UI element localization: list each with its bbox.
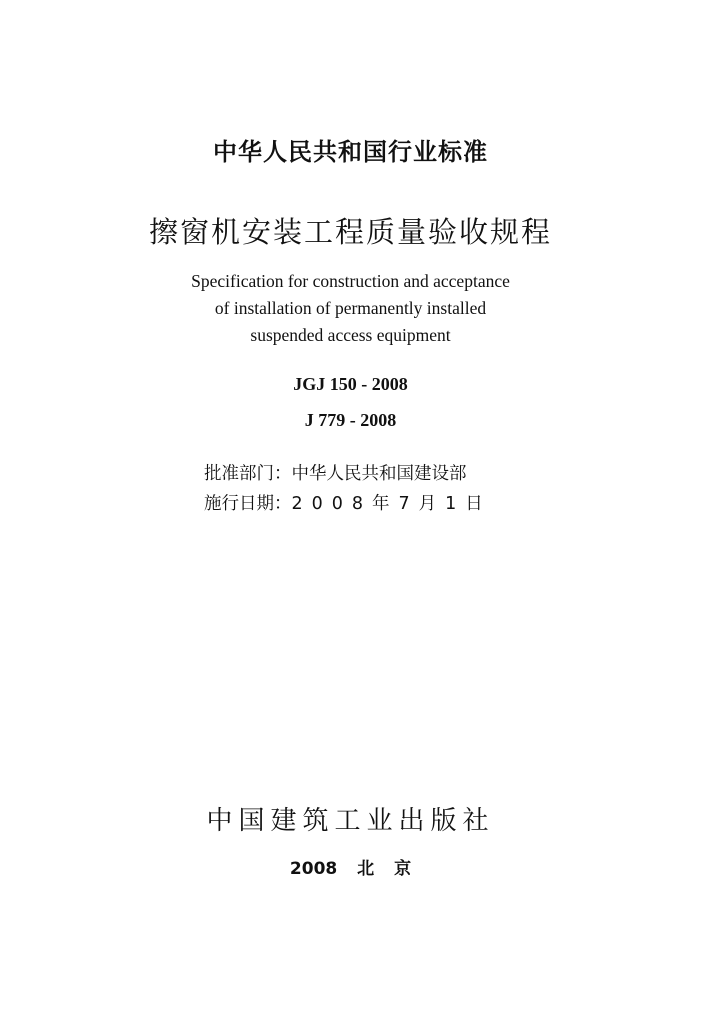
title-english-line-1: Specification for construction and acceptance xyxy=(191,271,510,291)
approval-department-label: 批准部门： xyxy=(204,464,292,484)
effective-date-value: 2008年7月1日 xyxy=(291,494,492,514)
effective-date-label: 施行日期： xyxy=(204,494,292,514)
title-english-line-3: suspended access equipment xyxy=(250,325,451,345)
standard-code-jgj: JGJ 150 - 2008 xyxy=(293,374,408,394)
title-english-line-2: of installation of permanently installed xyxy=(214,298,487,318)
effective-date xyxy=(204,490,492,515)
industry-standard-heading: 中华人民共和国行业标准 xyxy=(213,138,488,166)
publisher-name: 中国建筑工业出版社 xyxy=(206,806,495,836)
document-title-english xyxy=(0,268,701,349)
approval-department xyxy=(204,460,467,485)
standard-code-j: J 779 - 2008 xyxy=(304,410,397,430)
publication-year-place: 2008 北 京 xyxy=(289,859,412,879)
document-title-chinese: 擦窗机安装工程质量验收规程 xyxy=(148,215,552,249)
approval-department-value: 中华人民共和国建设部 xyxy=(291,464,467,484)
